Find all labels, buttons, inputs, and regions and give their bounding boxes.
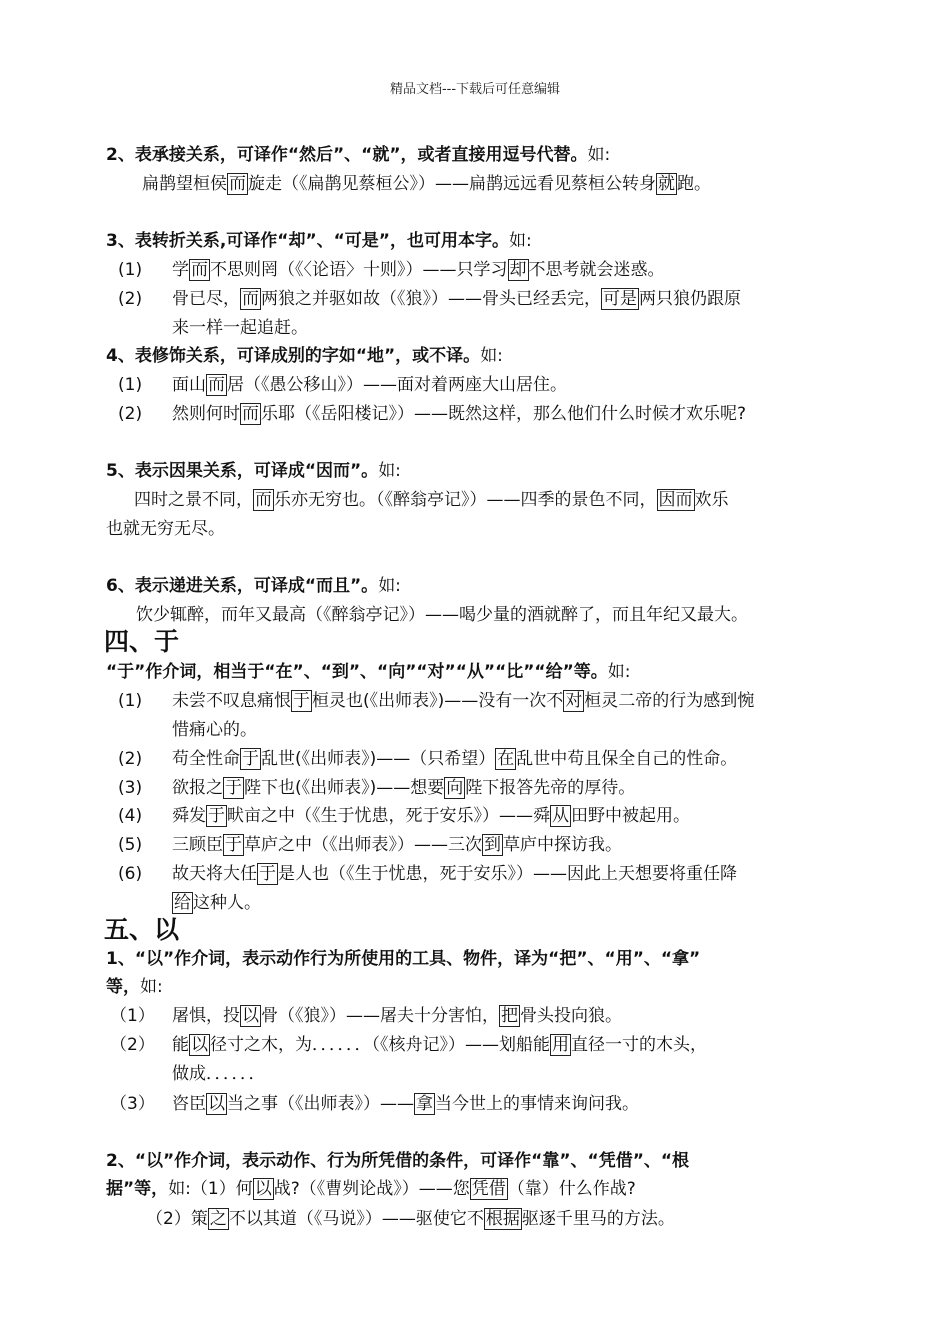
s5-example-1 xyxy=(134,489,729,511)
text: 未尝不叹息痛恨 xyxy=(172,691,291,711)
text: 面山 xyxy=(172,375,206,395)
boxed-char: 于 xyxy=(242,749,259,769)
text: 战?（《曹刿论战》）——您 xyxy=(273,1179,470,1199)
item-number: (2) xyxy=(118,289,143,309)
boxed-char: 以 xyxy=(208,1094,225,1114)
text: 陛下报答先帝的厚待。 xyxy=(465,778,636,798)
boxed-char: 因而 xyxy=(658,490,693,510)
text: 当之事（《出师表》）—— xyxy=(227,1094,414,1114)
s6-title: 6、表示递进关系，可译成“而且”。 xyxy=(106,576,379,596)
text: 跑。 xyxy=(677,174,711,194)
s4-heading xyxy=(106,345,503,367)
boxed-char: 到 xyxy=(484,835,501,855)
item-number: (4) xyxy=(118,806,143,826)
sec5-p2-title xyxy=(106,1150,689,1172)
boxed-char: 而 xyxy=(229,174,246,194)
section-heading-yu: 四、于 xyxy=(104,627,180,656)
text: 桓灵二帝的行为感到惋 xyxy=(584,691,755,711)
text: 乐亦无穷也。（《醉翁亭记》）——四季的景色不同， xyxy=(274,490,657,510)
item-number: (3) xyxy=(118,778,143,798)
sec4-item-2 xyxy=(172,748,737,770)
s4-example-2 xyxy=(172,403,746,425)
sec5-p1-title-cont xyxy=(106,976,163,998)
sec4-item-5 xyxy=(172,834,622,856)
boxed-char: 于 xyxy=(208,806,225,826)
text: （靠）什么作战? xyxy=(507,1179,636,1199)
s5-example-cont: 也就无穷无尽。 xyxy=(106,519,225,539)
s5-title: 5、表示因果关系，可译成“因而”。 xyxy=(106,461,379,481)
text: 陛下也(《出师表》)——想要 xyxy=(244,778,445,798)
text: （2）策 xyxy=(146,1209,208,1229)
boxed-char: 把 xyxy=(501,1006,518,1026)
sec5-p2-line2 xyxy=(106,1178,636,1200)
sec4-item-4 xyxy=(172,805,690,827)
sec5-item-3 xyxy=(172,1093,639,1115)
s3-example-1 xyxy=(172,259,665,281)
boxed-char: 之 xyxy=(209,1209,227,1229)
text: 乐耶（《岳阳楼记》）——既然这样，那么他们什么时候才欢乐呢? xyxy=(261,404,747,424)
sec5-item-2-cont: 做成．．．．．． xyxy=(172,1064,266,1084)
s3-title: 3、表转折关系,可译作“却”、“可是”，也可用本字。 xyxy=(106,231,509,251)
text: 学 xyxy=(172,260,189,280)
text: 畎亩之中（《生于忧患，死于安乐》）——舜 xyxy=(227,806,550,826)
s2-title: 2、表承接关系，可译作“然后”、“就”，或者直接用逗号代替。 xyxy=(106,145,588,165)
s5-ru: 如: xyxy=(378,461,401,481)
s3-example-2-cont: 来一样一起追赶。 xyxy=(172,318,308,338)
text: 能 xyxy=(172,1035,189,1055)
boxed-char: 对 xyxy=(565,691,583,711)
s3-heading xyxy=(106,230,532,252)
text: 据”等， xyxy=(106,1179,169,1199)
text: 骨头投向狼。 xyxy=(520,1006,622,1026)
s5-heading xyxy=(106,460,401,482)
text: 径寸之木，为．．．．．．（《核舟记》）——划船能 xyxy=(210,1035,550,1055)
boxed-char: 以 xyxy=(254,1179,272,1199)
text: 等， xyxy=(106,977,140,997)
text: 这种人。 xyxy=(193,893,261,913)
boxed-char: 于 xyxy=(259,864,276,884)
sec5-item-2 xyxy=(172,1034,707,1056)
boxed-char: 却 xyxy=(509,260,527,280)
boxed-char: 于 xyxy=(293,691,310,711)
sec4-item-1 xyxy=(172,690,754,712)
boxed-char: 以 xyxy=(242,1006,259,1026)
text: 两狼之并驱如故（《狼》）——骨头已经丢完， xyxy=(261,289,601,309)
boxed-char: 给 xyxy=(174,893,191,913)
text: 是人也（《生于忧患，死于安乐》）——因此上天想要将重任降 xyxy=(278,864,737,884)
text: 田野中被起用。 xyxy=(571,806,690,826)
item-number: (6) xyxy=(118,864,143,884)
item-number: （3） xyxy=(110,1094,155,1114)
boxed-char: 凭借 xyxy=(471,1179,506,1199)
s2-heading xyxy=(106,144,610,166)
boxed-char: 根据 xyxy=(485,1209,520,1229)
text: 骨已尽， xyxy=(172,289,240,309)
boxed-char: 可是 xyxy=(603,289,637,309)
boxed-char: 拿 xyxy=(416,1094,433,1114)
sec5-item-1 xyxy=(172,1005,622,1027)
boxed-char: 而 xyxy=(255,490,272,510)
text: 如:（1）何 xyxy=(168,1179,253,1199)
text: 不思考就会迷惑。 xyxy=(528,260,665,280)
s2-example xyxy=(142,173,711,195)
text: 故天将大任 xyxy=(172,864,257,884)
text: 欲报之 xyxy=(172,778,223,798)
boxed-char: 就 xyxy=(658,174,675,194)
boxed-char: 向 xyxy=(446,778,464,798)
item-number: (5) xyxy=(118,835,143,855)
text: 草庐之中（《出师表》）——三次 xyxy=(244,835,482,855)
sec4-item-6-cont xyxy=(172,892,261,914)
s6-ru: 如: xyxy=(378,576,401,596)
boxed-char: 而 xyxy=(191,260,208,280)
text: 苟全性命 xyxy=(172,749,240,769)
s3-ru: 如: xyxy=(508,231,532,251)
s4-example-1 xyxy=(172,374,567,396)
text: 直径一寸的木头， xyxy=(571,1035,707,1055)
sec5-p1-title xyxy=(106,948,700,970)
item-number: (1) xyxy=(118,691,143,711)
boxed-char: 用 xyxy=(552,1035,569,1055)
sec4-item-1-cont: 惜痛心的。 xyxy=(172,720,257,740)
boxed-char: 以 xyxy=(191,1035,208,1055)
text: 四时之景不同， xyxy=(134,490,253,510)
text: 草庐中探访我。 xyxy=(503,835,622,855)
item-number: (1) xyxy=(118,375,143,395)
text: 两只狼仍跟原 xyxy=(639,289,741,309)
s6-heading xyxy=(106,575,401,597)
s4-title: 4、表修饰关系，可译成别的字如“地”，或不译。 xyxy=(106,346,481,366)
s3-example-2 xyxy=(172,288,741,310)
text: 骨（《狼》）——屠夫十分害怕， xyxy=(261,1006,499,1026)
text: 舜发 xyxy=(172,806,206,826)
text: 2、“以”作介词，表示动作、行为所凭借的条件，可译作“靠”、“凭借”、“根 xyxy=(106,1151,690,1171)
text: 欢乐 xyxy=(694,490,729,510)
sec4-item-3 xyxy=(172,777,635,799)
text: 不以其道（《马说》）——驱使它不 xyxy=(228,1209,484,1229)
boxed-char: 而 xyxy=(208,375,225,395)
text: 扁鹊望桓侯 xyxy=(142,174,227,194)
item-number: （1） xyxy=(110,1006,155,1026)
boxed-char: 而 xyxy=(242,404,259,424)
boxed-char: 在 xyxy=(497,749,515,769)
sec5-p2-line3 xyxy=(146,1208,675,1230)
text: 当今世上的事情来询问我。 xyxy=(435,1094,639,1114)
s6-example: 饮少辄醉，而年又最高（《醉翁亭记》）——喝少量的酒就醉了，而且年纪又最大。 xyxy=(136,605,748,625)
text: 然则何时 xyxy=(172,404,240,424)
page-header: 精品文档---下载后可任意编辑 xyxy=(389,82,561,97)
s4-ru: 如: xyxy=(480,346,503,366)
text: 不思则罔（《〈论语〉十则》）——只学习 xyxy=(210,260,508,280)
boxed-char: 于 xyxy=(225,778,242,798)
sec4-ru: 如: xyxy=(607,662,631,682)
boxed-char: 而 xyxy=(242,289,259,309)
item-number: (1) xyxy=(118,260,143,280)
item-number: (2) xyxy=(118,404,143,424)
sec4-intro xyxy=(106,661,631,683)
sec4-item-6 xyxy=(172,863,737,885)
text: 乱世(《出师表》)——（只希望） xyxy=(261,749,496,769)
text: 1、“以”作介词，表示动作行为所使用的工具、物件，译为“把”、“用”、“拿” xyxy=(106,949,701,969)
text: 旋走（《扁鹊见蔡桓公》）——扁鹊远远看见蔡桓公转身 xyxy=(248,174,656,194)
text: 乱世中苟且保全自己的性命。 xyxy=(516,749,738,769)
text: 咨臣 xyxy=(172,1094,206,1114)
sec4-intro-text: “于”作介词，相当于“在”、“到”、“向”“对”“从”“比”“给”等。 xyxy=(106,662,608,682)
text: 桓灵也(《出师表》)——没有一次不 xyxy=(312,691,564,711)
s2-ru: 如: xyxy=(587,145,611,165)
boxed-char: 于 xyxy=(225,835,242,855)
item-number: (2) xyxy=(118,749,143,769)
text: 如: xyxy=(140,977,163,997)
text: 居（《愚公移山》）——面对着两座大山居住。 xyxy=(227,375,567,395)
boxed-char: 从 xyxy=(552,806,569,826)
item-number: （2） xyxy=(110,1035,155,1055)
text: 驱逐千里马的方法。 xyxy=(521,1209,675,1229)
text: 三顾臣 xyxy=(172,835,223,855)
text: 屠惧，投 xyxy=(172,1006,240,1026)
section-heading-yi: 五、以 xyxy=(104,915,180,944)
